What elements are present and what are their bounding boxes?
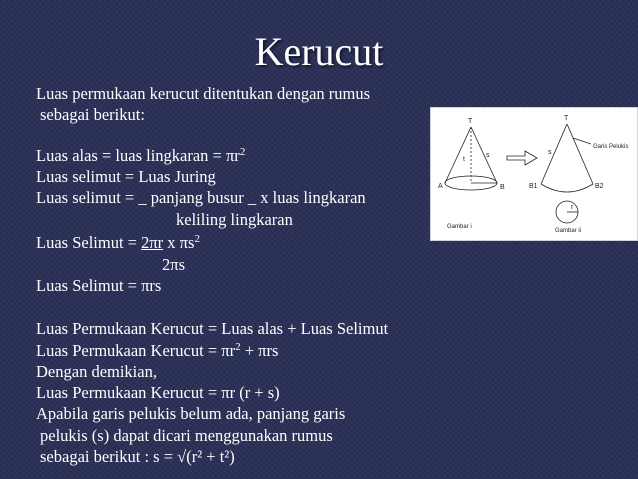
fraction-denominator: keliling lingkaran — [176, 210, 293, 229]
caption-gambar-i: Gambar i — [447, 224, 472, 230]
label-b1: B1 — [529, 183, 538, 190]
formula-selimut-substitution — [36, 233, 200, 253]
formula-luas-alas — [36, 146, 245, 166]
label-height-t: t — [463, 156, 465, 163]
exponent: 2 — [239, 146, 246, 158]
surface-line-3: Dengan demikian, — [36, 362, 157, 381]
formula-mid: x πs — [163, 233, 195, 252]
surface-line-4: Luas Permukaan Kerucut = πr (r + s) — [36, 383, 280, 402]
slide-title: Kerucut — [254, 29, 384, 74]
formula-prefix: Luas Selimut = — [36, 233, 142, 252]
formula-selimut-result: Luas Selimut = πrs — [36, 276, 162, 295]
label-apex-t: T — [468, 118, 473, 125]
fraction-numerator: 2πr — [141, 233, 164, 252]
formula-text: + πrs — [240, 341, 279, 360]
label-a: A — [438, 183, 443, 190]
pelukis-line-1: Apabila garis pelukis belum ada, panjang garis — [36, 404, 346, 423]
formula-selimut-fraction — [36, 188, 366, 208]
cone-net-diagram — [431, 108, 637, 240]
fraction-denominator: 2πs — [162, 255, 186, 274]
label-s: s — [486, 152, 490, 159]
surface-line-2 — [36, 341, 278, 361]
label-b: B — [500, 184, 505, 191]
pelukis-line-2: pelukis (s) dapat dicari menggunakan rumus — [40, 426, 333, 445]
intro-line-2: sebagai berikut: — [40, 105, 145, 124]
label-garis-pelukis: Garis Pelukis — [593, 144, 629, 150]
formula-text: Luas Permukaan Kerucut = πr — [36, 341, 236, 360]
formula-suffix: x luas lingkaran — [256, 188, 366, 207]
cone-net-figure — [430, 107, 638, 241]
fraction-numerator: _ panjang busur _ — [138, 188, 257, 207]
exponent: 2 — [194, 233, 200, 245]
label-b2: B2 — [595, 183, 604, 190]
formula-text: Luas alas = luas lingkaran = πr — [36, 146, 240, 165]
label-apex-t2: T — [564, 115, 569, 122]
caption-gambar-ii: Gambar ii — [555, 228, 582, 234]
label-s2: s — [548, 149, 552, 156]
formula-prefix: Luas selimut = — [36, 188, 139, 207]
intro-line-1: Luas permukaan kerucut ditentukan dengan rumus — [36, 84, 371, 103]
pelukis-line-3: sebagai berikut : s = √(r² + t²) — [40, 447, 235, 466]
label-r: r — [571, 204, 574, 211]
surface-line-1: Luas Permukaan Kerucut = Luas alas + Luas Selimut — [36, 319, 389, 338]
formula-selimut-juring: Luas selimut = Luas Juring — [36, 167, 216, 186]
exponent: 2 — [235, 341, 241, 353]
